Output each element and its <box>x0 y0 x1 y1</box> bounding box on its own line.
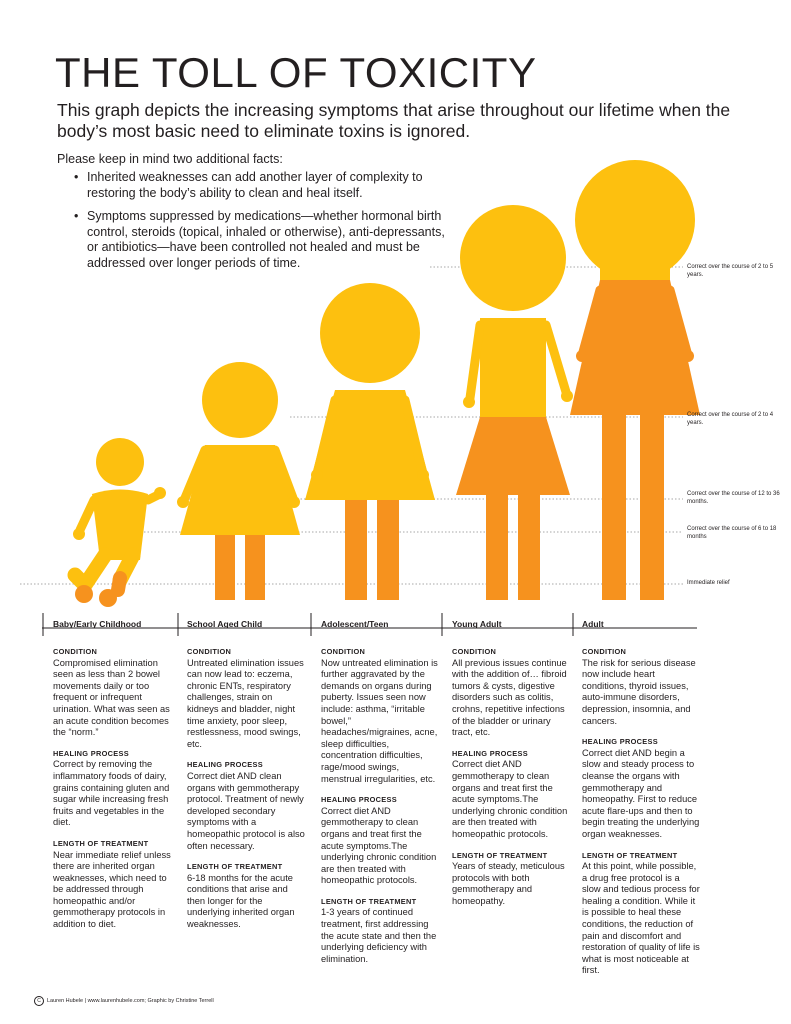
length-text: At this point, while possible, a drug free protocol is a slow and tedious process for healing a condition. While it is possible to heal these conditions, the reduction of pain and discomfort and restoration of quality of life is what is most noticeable at first. <box>582 861 700 976</box>
baby-figure <box>73 438 166 607</box>
healing-text: Correct by removing the inflammatory foods of dairy, grains containing gluten and sugar while increasing fresh fruits and vegetables in the diet. <box>53 759 170 828</box>
stage-column-teen <box>321 646 439 965</box>
condition-heading: CONDITION <box>582 647 627 656</box>
healing-heading: HEALING PROCESS <box>187 760 263 770</box>
length-heading: LENGTH OF TREATMENT <box>452 850 548 860</box>
footer-text: Lauren Hubele | www.laurenhubele.com; Graphic by Christine Terrell <box>47 998 214 1004</box>
healing-heading: HEALING PROCESS <box>582 737 658 747</box>
condition-heading: CONDITION <box>187 647 232 656</box>
healing-text: Correct diet AND clean organs with gemmotherapy protocol. Treatment of newly developed secondary symptoms with a homeopathic protocol is also often necessary. <box>187 770 305 851</box>
stage-header: Adolescent/Teen <box>321 619 389 629</box>
fact-item: • Symptoms suppressed by medications—whether hormonal birth control, steroids (topical, inhaled or otherwise), anti-depressants, or antibiotics—have been controlled not healed and must be addressed over longer periods of time. <box>57 209 447 271</box>
stage-header: Young Adult <box>452 619 502 629</box>
level-label: Correct over the course of 12 to 36 months. <box>687 491 780 505</box>
healing-heading: HEALING PROCESS <box>321 795 397 805</box>
length-heading: LENGTH OF TREATMENT <box>53 838 149 848</box>
condition-text: Now untreated elimination is further aggravated by the demands on organs during puberty. Issues seen now include: asthma, “irritable bowel,” headaches/migraines, acne, sleep difficulties, concentration difficulties, rage/mood swings, menstrual irregularities, etc. <box>321 657 438 784</box>
length-text: Near immediate relief unless there are inherited organ weaknesses, which need to be addressed through homeopathic and/or gemmotherapy protocols in addition to diet. <box>53 849 171 930</box>
condition-heading: CONDITION <box>452 647 497 656</box>
copyright-icon: C <box>34 996 44 1006</box>
level-label: Correct over the course of 2 to 4 years. <box>687 412 774 426</box>
condition-text: Untreated elimination issues can now lead to: eczema, chronic ENTs, respiratory challenges, strain on kidneys and bladder, night time anxiety, poor sleep, restlessness, mood swings, etc. <box>187 657 304 749</box>
healing-text: Correct diet AND begin a slow and steady process to cleanse the organs with gemmotherapy and homeopathy. First to reduce acute flare-ups and then to begin treating the underlying organ weaknesses. <box>582 747 700 839</box>
stage-header: Adult <box>582 619 604 629</box>
teen-figure <box>305 283 435 600</box>
level-label: Correct over the course of 6 to 18 months <box>687 526 777 540</box>
footer-credit <box>34 996 214 1006</box>
stage-column-child <box>187 646 305 931</box>
level-label: Immediate relief <box>687 580 730 586</box>
condition-heading: CONDITION <box>321 647 366 656</box>
subtitle: This graph depicts the increasing symptoms that arise throughout our lifetime when the body’s most basic need to eliminate toxins is ignored. <box>57 100 731 141</box>
length-heading: LENGTH OF TREATMENT <box>321 896 417 906</box>
healing-heading: HEALING PROCESS <box>452 748 528 758</box>
young-adult-figure <box>456 205 573 600</box>
facts-intro: Please keep in mind two additional facts: <box>57 152 283 166</box>
healing-heading: HEALING PROCESS <box>53 748 129 758</box>
condition-text: Compromised elimination seen as less than 2 bowel movements daily or too frequent or infrequent urination. What was seen as an acute condition becomes the “norm.” <box>53 657 170 738</box>
stage-column-baby <box>53 646 171 931</box>
adult-figure <box>570 160 700 600</box>
fact-item: • Inherited weaknesses can add another layer of complexity to restoring the body’s ability to clean and heal itself. <box>57 170 447 201</box>
child-figure <box>177 362 300 600</box>
condition-heading: CONDITION <box>53 647 98 656</box>
stage-column-young-adult <box>452 646 570 907</box>
length-text: 6-18 months for the acute conditions that arise and then longer for the underlying inherited organ weaknesses. <box>187 872 295 930</box>
page-title: THE TOLL OF TOXICITY <box>55 49 537 96</box>
condition-text: The risk for serious disease now include heart conditions, thyroid issues, auto-immune disorders, depression, insomnia, and cancers. <box>582 657 696 726</box>
stage-header: Baby/Early Childhood <box>53 619 142 629</box>
stage-header: School Aged Child <box>187 619 263 629</box>
length-text: 1-3 years of continued treatment, first addressing the acute state and then the underlying deficiency with elimination. <box>321 907 437 964</box>
healing-text: Correct diet AND gemmotherapy to clean organs and treat first the acute symptoms.The underlying chronic condition are then treated with homeopathic protocols. <box>452 759 568 839</box>
length-heading: LENGTH OF TREATMENT <box>187 862 283 872</box>
condition-text: All previous issues continue with the addition of… fibroid tumors & cysts, digestive disorders such as colitis, crohns, repetitive infections of the bladder or urinary tract, etc. <box>452 657 567 738</box>
length-heading: LENGTH OF TREATMENT <box>582 850 678 860</box>
level-label: Correct over the course of 2 to 5 years. <box>687 264 774 278</box>
length-text: Years of steady, meticulous protocols with both gemmotherapy and homeopathy. <box>452 861 565 906</box>
healing-text: Correct diet AND gemmotherapy to clean organs and treat first the acute symptoms.The underlying chronic condition are then treated with homeopathic protocols. <box>321 805 437 886</box>
stage-column-adult <box>582 646 700 977</box>
